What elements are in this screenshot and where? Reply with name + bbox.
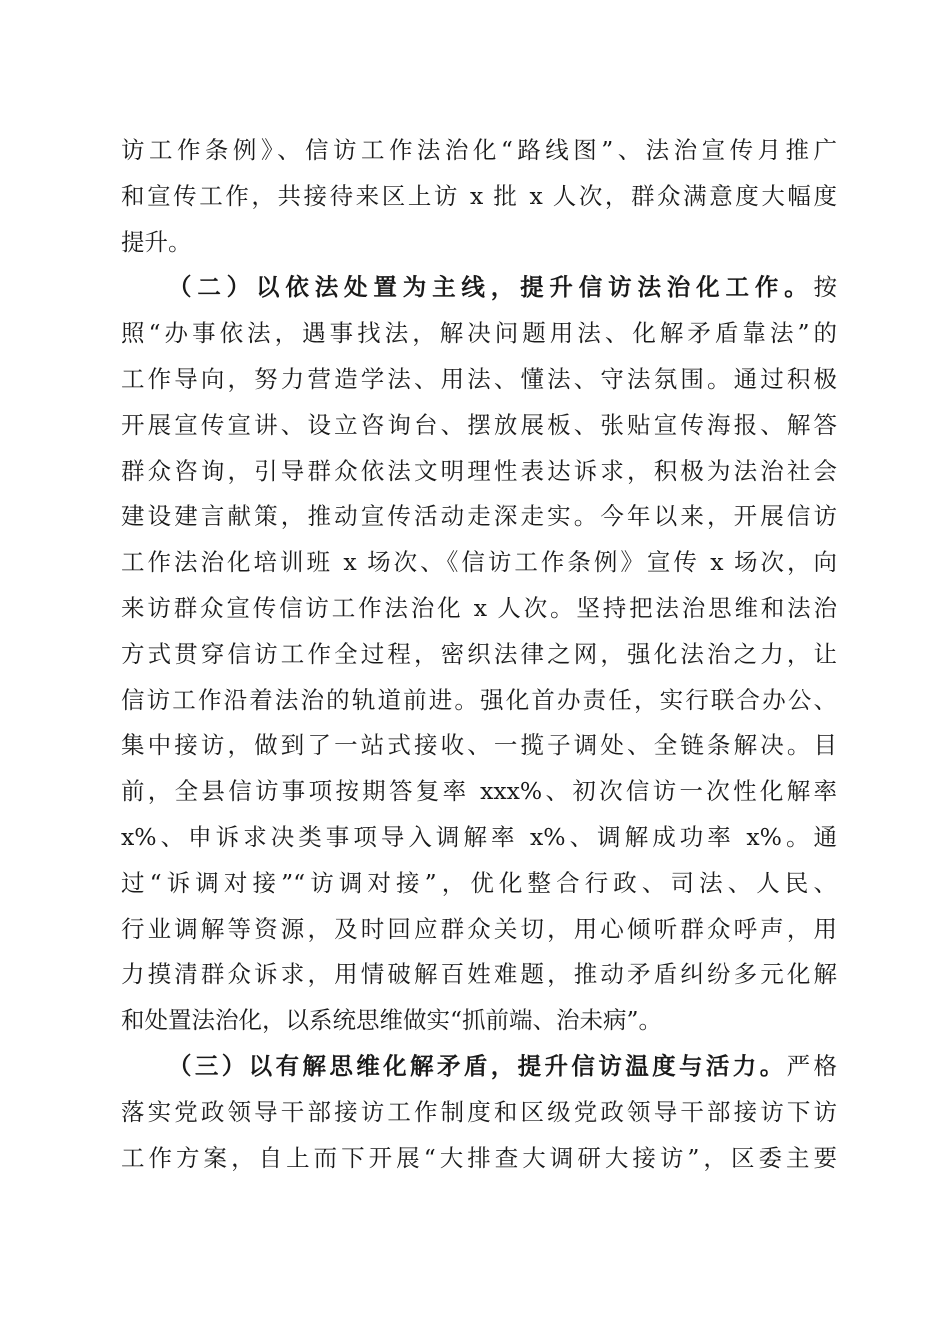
section-heading-line [121, 1044, 837, 1090]
body-line: 信访工作沿着法治的轨道前进。强化首办责任，实行联合办公、 [121, 685, 837, 714]
body-line: x%、申诉求决类事项导入调解率 x%、调解成功率 x%。通 [121, 822, 837, 851]
document-body [121, 128, 837, 1181]
body-line: 开展宣传宣讲、设立咨询台、摆放展板、张贴宣传海报、解答 [121, 410, 837, 439]
body-line: 群众咨询，引导群众依法文明理性表达诉求，积极为法治社会 [121, 456, 837, 485]
body-line: 力摸清群众诉求，用情破解百姓难题，推动矛盾纠纷多元化解 [121, 960, 837, 989]
section-heading-line [121, 265, 837, 311]
body-line: 提升。 [121, 227, 192, 256]
body-line: 工作导向，努力营造学法、用法、懂法、守法氛围。通过积极 [121, 364, 837, 393]
body-line: 落实党政领导干部接访工作制度和区级党政领导干部接访下访 [121, 1097, 837, 1126]
body-line: 方式贯穿信访工作全过程，密织法律之网，强化法治之力，让 [121, 639, 837, 668]
body-line: 集中接访，做到了一站式接收、一揽子调处、全链条解决。目 [121, 731, 837, 760]
body-line: 和宣传工作，共接待来区上访 x 批 x 人次，群众满意度大幅度 [121, 181, 837, 210]
body-line: 来访群众宣传信访工作法治化 x 人次。坚持把法治思维和法治 [121, 593, 837, 622]
body-line: 和处置法治化，以系统思维做实“抓前端、治未病”。 [121, 1006, 663, 1035]
body-line: 过“诉调对接”“访调对接”，优化整合行政、司法、人民、 [121, 868, 837, 897]
body-text: 严格 [786, 1051, 838, 1080]
body-line: 建设建言献策，推动宣传活动走深走实。今年以来，开展信访 [121, 502, 837, 531]
body-line: 工作方案，自上而下开展“大排查大调研大接访”，区委主要 [121, 1143, 837, 1172]
body-line: 访工作条例》、信访工作法治化“路线图”、法治宣传月推广 [121, 136, 837, 164]
body-line: 照“办事依法，遇事找法，解决问题用法、化解矛盾靠法”的 [121, 319, 837, 348]
section-heading: （三）以有解思维化解矛盾，提升信访温度与活力。 [168, 1051, 787, 1080]
section-heading: （二）以依法处置为主线，提升信访法治化工作。 [168, 273, 814, 302]
body-text: 按 [813, 273, 837, 302]
body-line: 工作法治化培训班 x 场次、《信访工作条例》宣传 x 场次，向 [121, 548, 837, 577]
body-line: 前，全县信访事项按期答复率 xxx%、初次信访一次性化解率 [121, 777, 837, 806]
body-line: 行业调解等资源，及时回应群众关切，用心倾听群众呼声，用 [121, 914, 837, 943]
